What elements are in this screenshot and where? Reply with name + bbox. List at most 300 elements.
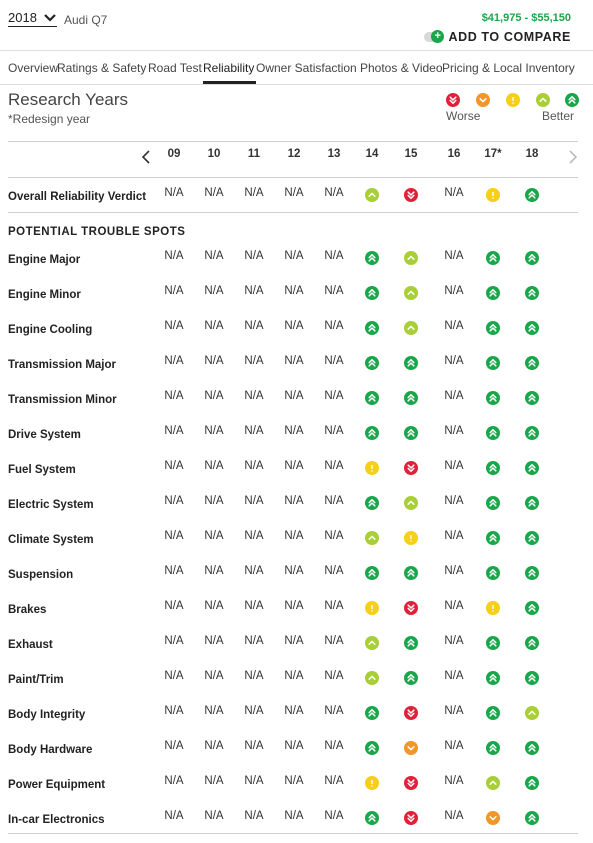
rating-na: N/A <box>204 670 224 682</box>
rating-na: N/A <box>444 775 464 787</box>
rating-na: N/A <box>284 320 304 332</box>
rating-icon-much-better <box>365 811 379 825</box>
rating-better-icon[interactable] <box>365 671 379 685</box>
rating-na: N/A <box>244 530 264 542</box>
rating-icon-better <box>365 671 379 685</box>
rating-much-better-icon[interactable] <box>404 671 418 685</box>
rating-na: N/A <box>324 635 344 647</box>
plus-icon: + <box>431 30 444 43</box>
add-to-compare-button[interactable] <box>424 30 571 44</box>
rating-na: N/A <box>244 565 264 577</box>
divider <box>8 212 578 213</box>
rating-icon-much-better <box>365 251 379 265</box>
rating-na: N/A <box>284 670 304 682</box>
rating-icon-better <box>404 286 418 300</box>
rating-na: N/A <box>204 600 224 612</box>
rating-na: N/A <box>204 565 224 577</box>
rating-na: N/A <box>164 187 184 199</box>
rating-much-worse-icon[interactable] <box>404 601 418 615</box>
rating-much-better-icon[interactable] <box>365 496 379 510</box>
rating-icon-much-better <box>525 566 539 580</box>
rating-much-better-icon[interactable] <box>404 566 418 580</box>
rating-na: N/A <box>164 565 184 577</box>
rating-na: N/A <box>284 740 304 752</box>
rating-icon-much-better <box>486 391 500 405</box>
rating-na: N/A <box>244 600 264 612</box>
rating-much-better-icon[interactable] <box>486 461 500 475</box>
row-label: Overall Reliability Verdict <box>8 191 147 203</box>
rating-na: N/A <box>244 390 264 402</box>
rating-na: N/A <box>444 425 464 437</box>
rating-icon-much-better <box>525 321 539 335</box>
rating-na: N/A <box>444 600 464 612</box>
rating-worse-icon[interactable] <box>486 811 500 825</box>
rating-icon-better <box>404 321 418 335</box>
rating-icon-better <box>525 706 539 720</box>
row-label: Engine Major <box>8 254 81 266</box>
rating-na: N/A <box>204 810 224 822</box>
rating-na: N/A <box>204 775 224 787</box>
rating-better-icon[interactable] <box>404 496 418 510</box>
rating-icon-much-better <box>525 811 539 825</box>
rating-na: N/A <box>324 600 344 612</box>
rating-icon-much-better <box>525 741 539 755</box>
rating-na: N/A <box>244 425 264 437</box>
rating-much-better-icon[interactable] <box>404 391 418 405</box>
rating-na: N/A <box>444 250 464 262</box>
row-label: Exhaust <box>8 639 53 651</box>
year-column-header: 11 <box>247 148 261 160</box>
rating-na: N/A <box>324 425 344 437</box>
rating-na: N/A <box>244 250 264 262</box>
rating-much-better-icon[interactable] <box>525 321 539 335</box>
rating-na: N/A <box>444 670 464 682</box>
divider <box>8 177 578 178</box>
rating-na: N/A <box>244 775 264 787</box>
rating-much-better-icon[interactable] <box>525 286 539 300</box>
rating-icon-much-better <box>486 321 500 335</box>
rating-na: N/A <box>324 250 344 262</box>
rating-icon-much-better <box>404 391 418 405</box>
chevron-right-icon[interactable] <box>568 150 578 164</box>
rating-na: N/A <box>244 670 264 682</box>
rating-icon-much-better <box>365 286 379 300</box>
rating-much-better-icon[interactable] <box>486 321 500 335</box>
rating-na: N/A <box>244 187 264 199</box>
rating-much-better-icon[interactable] <box>365 811 379 825</box>
rating-icon-worse <box>486 811 500 825</box>
rating-na: N/A <box>324 530 344 542</box>
rating-icon-much-better <box>486 671 500 685</box>
divider <box>8 141 578 142</box>
rating-much-better-icon[interactable] <box>525 601 539 615</box>
rating-na: N/A <box>324 565 344 577</box>
rating-icon-much-worse <box>404 706 418 720</box>
rating-much-better-icon[interactable] <box>365 391 379 405</box>
rating-na: N/A <box>164 355 184 367</box>
rating-icon-worse <box>404 741 418 755</box>
rating-na: N/A <box>164 530 184 542</box>
row-label: In-car Electronics <box>8 814 105 826</box>
rating-much-better-icon[interactable] <box>486 671 500 685</box>
rating-icon-average <box>486 601 500 615</box>
rating-na: N/A <box>284 250 304 262</box>
rating-icon-much-better <box>486 636 500 650</box>
rating-icon-much-better <box>525 671 539 685</box>
rating-much-better-icon[interactable] <box>486 391 500 405</box>
rating-much-better-icon[interactable] <box>525 391 539 405</box>
rating-na: N/A <box>284 285 304 297</box>
rating-na: N/A <box>204 425 224 437</box>
rating-na: N/A <box>164 460 184 472</box>
section-nav <box>0 50 593 85</box>
rating-much-better-icon[interactable] <box>525 811 539 825</box>
year-column-header: 13 <box>327 148 341 160</box>
rating-na: N/A <box>284 635 304 647</box>
rating-icon-much-better <box>525 356 539 370</box>
row-label: Transmission Major <box>8 359 117 371</box>
rating-na: N/A <box>324 670 344 682</box>
rating-na: N/A <box>324 705 344 717</box>
rating-better-icon[interactable] <box>404 286 418 300</box>
row-label: Fuel System <box>8 464 76 476</box>
rating-average-icon[interactable] <box>486 188 500 202</box>
rating-na: N/A <box>164 495 184 507</box>
rating-much-better-icon[interactable] <box>525 531 539 545</box>
rating-much-better-icon[interactable] <box>365 286 379 300</box>
rating-much-better-icon[interactable] <box>525 566 539 580</box>
rating-icon-much-better <box>486 706 500 720</box>
rating-icon-much-better <box>525 776 539 790</box>
rating-icon-much-worse <box>404 188 418 202</box>
rating-much-better-icon[interactable] <box>525 426 539 440</box>
rating-na: N/A <box>444 390 464 402</box>
rating-much-better-icon[interactable] <box>486 706 500 720</box>
rating-na: N/A <box>284 187 304 199</box>
rating-icon-much-better <box>486 496 500 510</box>
rating-na: N/A <box>164 740 184 752</box>
rating-icon-much-better <box>365 496 379 510</box>
rating-much-better-icon[interactable] <box>404 356 418 370</box>
rating-icon-much-better <box>365 566 379 580</box>
rating-much-better-icon[interactable] <box>525 251 539 265</box>
rating-much-worse-icon[interactable] <box>404 776 418 790</box>
rating-icon-much-worse <box>404 811 418 825</box>
vehicle-header <box>0 0 593 50</box>
rating-na: N/A <box>244 705 264 717</box>
row-label: Body Hardware <box>8 744 93 756</box>
rating-icon-much-better <box>365 391 379 405</box>
rating-na: N/A <box>284 460 304 472</box>
rating-na: N/A <box>284 355 304 367</box>
rating-much-better-icon[interactable] <box>365 426 379 440</box>
rating-icon-much-better <box>365 706 379 720</box>
rating-icon-much-better <box>486 566 500 580</box>
rating-much-better-icon[interactable] <box>486 286 500 300</box>
rating-icon-much-better <box>486 426 500 440</box>
row-label: Climate System <box>8 534 94 546</box>
rating-much-better-icon[interactable] <box>525 496 539 510</box>
rating-better-icon[interactable] <box>404 251 418 265</box>
price-range: $41,975 - $55,150 <box>481 12 571 24</box>
row-label: Suspension <box>8 569 74 581</box>
rating-na: N/A <box>204 705 224 717</box>
rating-na: N/A <box>444 565 464 577</box>
legend-icons <box>446 93 586 107</box>
rating-much-better-icon[interactable] <box>525 741 539 755</box>
rating-icon-much-better <box>525 461 539 475</box>
rating-na: N/A <box>204 495 224 507</box>
rating-much-better-icon[interactable] <box>486 251 500 265</box>
rating-much-better-icon[interactable] <box>486 531 500 545</box>
rating-na: N/A <box>164 250 184 262</box>
tab-owner-satisfaction[interactable]: Owner Satisfaction <box>256 61 357 75</box>
rating-average-icon[interactable] <box>486 601 500 615</box>
rating-na: N/A <box>244 320 264 332</box>
rating-na: N/A <box>164 285 184 297</box>
rating-na: N/A <box>164 670 184 682</box>
row-label: Drive System <box>8 429 81 441</box>
redesign-note: *Redesign year <box>8 112 91 126</box>
rating-na: N/A <box>324 390 344 402</box>
rating-much-better-icon[interactable] <box>365 251 379 265</box>
year-dropdown[interactable] <box>8 10 57 27</box>
year-column-header: 10 <box>207 148 221 160</box>
rating-icon-much-better <box>525 251 539 265</box>
rating-na: N/A <box>204 355 224 367</box>
tab-overview[interactable]: Overview <box>8 61 59 75</box>
rating-icon-average <box>365 461 379 475</box>
rating-better-icon[interactable] <box>365 188 379 202</box>
rating-much-better-icon[interactable] <box>404 636 418 650</box>
rating-much-better-icon[interactable] <box>525 461 539 475</box>
rating-icon-much-better <box>525 188 539 202</box>
rating-icon-average <box>404 531 418 545</box>
rating-much-worse-icon[interactable] <box>404 188 418 202</box>
rating-icon-average <box>365 601 379 615</box>
chevron-down-icon <box>43 13 57 23</box>
rating-na: N/A <box>284 705 304 717</box>
rating-na: N/A <box>204 250 224 262</box>
rating-much-better-icon[interactable] <box>486 356 500 370</box>
rating-na: N/A <box>244 285 264 297</box>
rating-na: N/A <box>164 775 184 787</box>
tab-pricing-local-inventory[interactable]: Pricing & Local Inventory <box>442 61 575 75</box>
compare-toggle[interactable] <box>424 32 442 42</box>
active-tab-indicator <box>203 81 256 84</box>
rating-icon-much-better <box>486 286 500 300</box>
rating-icon-better <box>365 636 379 650</box>
rating-icon-much-better <box>525 426 539 440</box>
rating-much-better-icon[interactable] <box>525 636 539 650</box>
rating-much-better-icon[interactable] <box>486 496 500 510</box>
rating-icon-much-better <box>525 601 539 615</box>
rating-na: N/A <box>164 425 184 437</box>
year-column-header: 14 <box>365 148 379 160</box>
rating-icon-much-better <box>525 286 539 300</box>
rating-na: N/A <box>164 390 184 402</box>
rating-much-better-icon[interactable] <box>486 566 500 580</box>
rating-na: N/A <box>204 187 224 199</box>
rating-much-better-icon[interactable] <box>486 741 500 755</box>
rating-much-better-icon[interactable] <box>525 356 539 370</box>
rating-average-icon[interactable] <box>365 601 379 615</box>
chevron-left-icon[interactable] <box>141 150 151 164</box>
year-value: 2018 <box>8 10 37 25</box>
rating-na: N/A <box>444 530 464 542</box>
rating-much-worse-icon[interactable] <box>404 706 418 720</box>
rating-icon-much-better <box>525 531 539 545</box>
rating-na: N/A <box>444 810 464 822</box>
rating-na: N/A <box>244 740 264 752</box>
rating-na: N/A <box>244 635 264 647</box>
rating-na: N/A <box>204 740 224 752</box>
row-label: Paint/Trim <box>8 674 64 686</box>
rating-much-better-icon[interactable] <box>365 356 379 370</box>
rating-icon-much-better <box>486 461 500 475</box>
rating-na: N/A <box>444 187 464 199</box>
rating-much-better-icon[interactable] <box>404 426 418 440</box>
model-name: Audi Q7 <box>64 13 108 27</box>
rating-icon-much-worse <box>404 601 418 615</box>
rating-na: N/A <box>204 635 224 647</box>
rating-much-better-icon[interactable] <box>525 776 539 790</box>
rating-na: N/A <box>204 460 224 472</box>
rating-na: N/A <box>284 810 304 822</box>
rating-much-better-icon[interactable] <box>486 636 500 650</box>
rating-na: N/A <box>244 495 264 507</box>
rating-icon-much-better <box>525 496 539 510</box>
rating-icon-better <box>404 496 418 510</box>
rating-much-worse-icon[interactable] <box>404 461 418 475</box>
rating-icon-better <box>486 776 500 790</box>
rating-na: N/A <box>324 320 344 332</box>
rating-icon-average <box>486 188 500 202</box>
rating-icon-much-better <box>365 426 379 440</box>
rating-much-better-icon[interactable] <box>365 706 379 720</box>
tab-reliability[interactable]: Reliability <box>203 61 255 75</box>
rating-legend <box>446 93 586 125</box>
rating-average-icon[interactable] <box>404 531 418 545</box>
rating-na: N/A <box>164 320 184 332</box>
rating-na: N/A <box>444 285 464 297</box>
year-column-header: 16 <box>447 148 461 160</box>
rating-na: N/A <box>164 705 184 717</box>
rating-icon-much-better <box>486 741 500 755</box>
rating-worse-icon[interactable] <box>404 741 418 755</box>
rating-na: N/A <box>444 705 464 717</box>
rating-na: N/A <box>204 320 224 332</box>
rating-na: N/A <box>444 740 464 752</box>
rating-na: N/A <box>324 285 344 297</box>
divider <box>8 833 578 834</box>
rating-na: N/A <box>164 635 184 647</box>
rating-na: N/A <box>284 495 304 507</box>
rating-na: N/A <box>284 390 304 402</box>
rating-icon-much-better <box>486 356 500 370</box>
rating-icon-much-better <box>365 321 379 335</box>
research-years-title: Research Years <box>8 90 129 109</box>
year-column-header: 15 <box>404 148 418 160</box>
rating-much-better-icon[interactable] <box>486 426 500 440</box>
legend-much-better-icon <box>565 93 579 107</box>
rating-better-icon[interactable] <box>525 706 539 720</box>
row-label: Brakes <box>8 604 47 616</box>
rating-much-worse-icon[interactable] <box>404 811 418 825</box>
row-label: Body Integrity <box>8 709 86 721</box>
compare-label: ADD TO COMPARE <box>448 30 571 44</box>
rating-na: N/A <box>444 320 464 332</box>
rating-icon-better <box>365 188 379 202</box>
rating-na: N/A <box>444 495 464 507</box>
rating-na: N/A <box>204 390 224 402</box>
rating-na: N/A <box>324 460 344 472</box>
rating-na: N/A <box>204 285 224 297</box>
rating-icon-much-better <box>404 356 418 370</box>
row-label: Engine Minor <box>8 289 81 301</box>
row-label: Power Equipment <box>8 779 106 791</box>
legend-better-icon <box>536 93 550 107</box>
legend-worse-label: Worse <box>446 109 481 123</box>
legend-better-label: Better <box>542 109 575 123</box>
tab-road-test[interactable]: Road Test <box>148 61 202 75</box>
rating-na: N/A <box>444 635 464 647</box>
rating-much-better-icon[interactable] <box>365 321 379 335</box>
rating-na: N/A <box>324 775 344 787</box>
rating-average-icon[interactable] <box>365 461 379 475</box>
rating-na: N/A <box>164 810 184 822</box>
year-column-header: 09 <box>167 148 181 160</box>
rating-average-icon[interactable] <box>365 776 379 790</box>
row-label: Transmission Minor <box>8 394 117 406</box>
rating-na: N/A <box>164 600 184 612</box>
rating-na: N/A <box>324 495 344 507</box>
rating-na: N/A <box>244 460 264 472</box>
rating-na: N/A <box>444 355 464 367</box>
rating-icon-much-better <box>525 636 539 650</box>
rating-na: N/A <box>324 810 344 822</box>
rating-na: N/A <box>324 187 344 199</box>
legend-worse-icon <box>476 93 490 107</box>
rating-better-icon[interactable] <box>365 531 379 545</box>
rating-na: N/A <box>244 355 264 367</box>
rating-na: N/A <box>444 460 464 472</box>
rating-much-better-icon[interactable] <box>365 566 379 580</box>
rating-much-better-icon[interactable] <box>365 741 379 755</box>
rating-better-icon[interactable] <box>486 776 500 790</box>
legend-average-icon <box>506 93 520 107</box>
tab-ratings-safety[interactable]: Ratings & Safety <box>57 61 147 75</box>
year-column-header: 12 <box>287 148 301 160</box>
row-label: Engine Cooling <box>8 324 93 336</box>
rating-icon-average <box>365 776 379 790</box>
rating-na: N/A <box>284 425 304 437</box>
rating-na: N/A <box>244 810 264 822</box>
year-column-header: 17* <box>484 148 502 160</box>
rating-much-better-icon[interactable] <box>525 671 539 685</box>
rating-icon-much-better <box>404 636 418 650</box>
tab-photos-video[interactable]: Photos & Video <box>360 61 443 75</box>
trouble-spots-heading: POTENTIAL TROUBLE SPOTS <box>8 226 186 238</box>
rating-much-better-icon[interactable] <box>525 188 539 202</box>
rating-na: N/A <box>324 355 344 367</box>
rating-better-icon[interactable] <box>365 636 379 650</box>
rating-na: N/A <box>284 530 304 542</box>
rating-better-icon[interactable] <box>404 321 418 335</box>
row-label: Electric System <box>8 499 94 511</box>
rating-icon-much-better <box>525 391 539 405</box>
rating-icon-much-worse <box>404 776 418 790</box>
